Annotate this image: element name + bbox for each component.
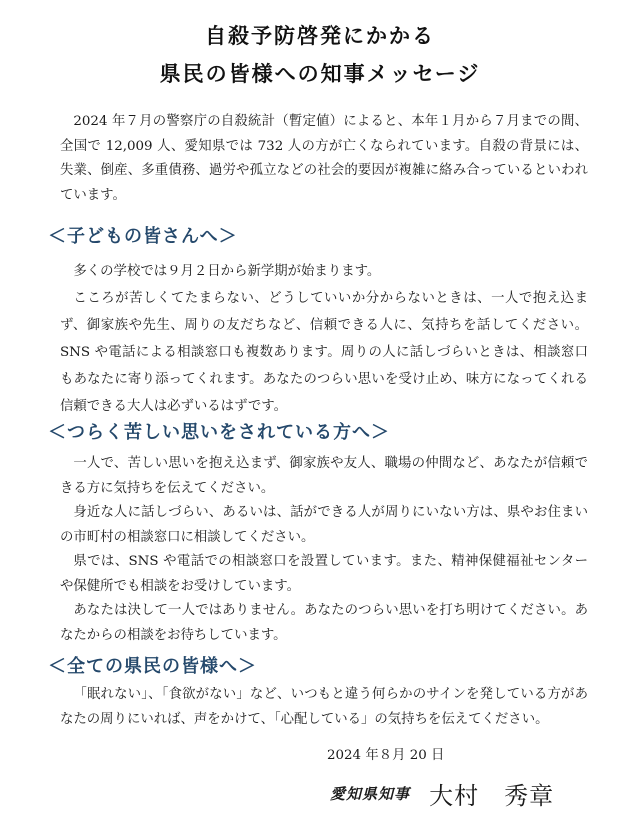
signature [330,776,554,811]
paragraph: こころが苦しくてたまらない、どうしていいか分からないときは、一人で抱え込まず、御家族や先生、周りの友だちなど、信頼できる人に、気持ちを話してください。SNS や電話による相談窓口も複数あります。周りの人に話しづらいときは、相談窓口もあなたに寄り添ってくれます。あなたのつらい思いを受け止め、味方になってくれる信頼できる大人は必ずいるはずです。 [60,291,588,414]
paragraph: 身近な人に話しづらい、あるいは、話ができる人が周りにいない方は、県やお住まいの市町村の相談窓口に相談してください。 [60,505,588,545]
title-line-2: 県民の皆様への知事メッセージ [159,62,481,86]
section-suffering [60,452,588,648]
paragraph: 一人で、苦しい思いを抱え込まず、御家族や友人、職場の仲間など、あなたが信頼できる方に気持ちを伝えてください。 [60,456,588,496]
section-children [60,258,588,420]
signature-name: 大村 秀章 [429,782,555,810]
paragraph: 県では、SNS や電話での相談窓口を設置しています。また、精神保健福祉センターや保健所でも相談をお受けしています。 [60,554,588,594]
message-date: 2024 年８月 20 日 [327,748,445,763]
heading-suffering: ＜つらく苦しい思いをされている方へ＞ [48,422,390,443]
heading-all-residents: ＜全ての県民の皆様へ＞ [48,656,257,677]
section-all-residents [60,683,588,732]
signature-title: 愛知県知事 [330,785,411,803]
heading-children: ＜子どもの皆さんへ＞ [48,226,238,247]
paragraph: あなたは決して一人ではありません。あなたのつらい思いを打ち明けてください。あなたからの相談をお待ちしています。 [60,603,588,643]
paragraph: 多くの学校では９月２日から新学期が始まります。 [73,264,381,279]
paragraph: 「眠れない」、「食欲がない」など、いつもと違う何らかのサインを発している方があなたの周りにいれば、声をかけて、「心配している」の気持ちを伝えてください。 [60,687,588,727]
intro-paragraph: 2024 年７月の警察庁の自殺統計（暫定値）によると、本年１月から７月までの間、全国で 12,009 人、愛知県では 732 人の方が亡くなられています。自殺の背景には、失業、倒産、多重債務、過労や孤立などの社会的要因が複雑に絡み合っているといわれています。 [60,114,588,203]
title-line-1: 自殺予防啓発にかかる [205,24,435,48]
